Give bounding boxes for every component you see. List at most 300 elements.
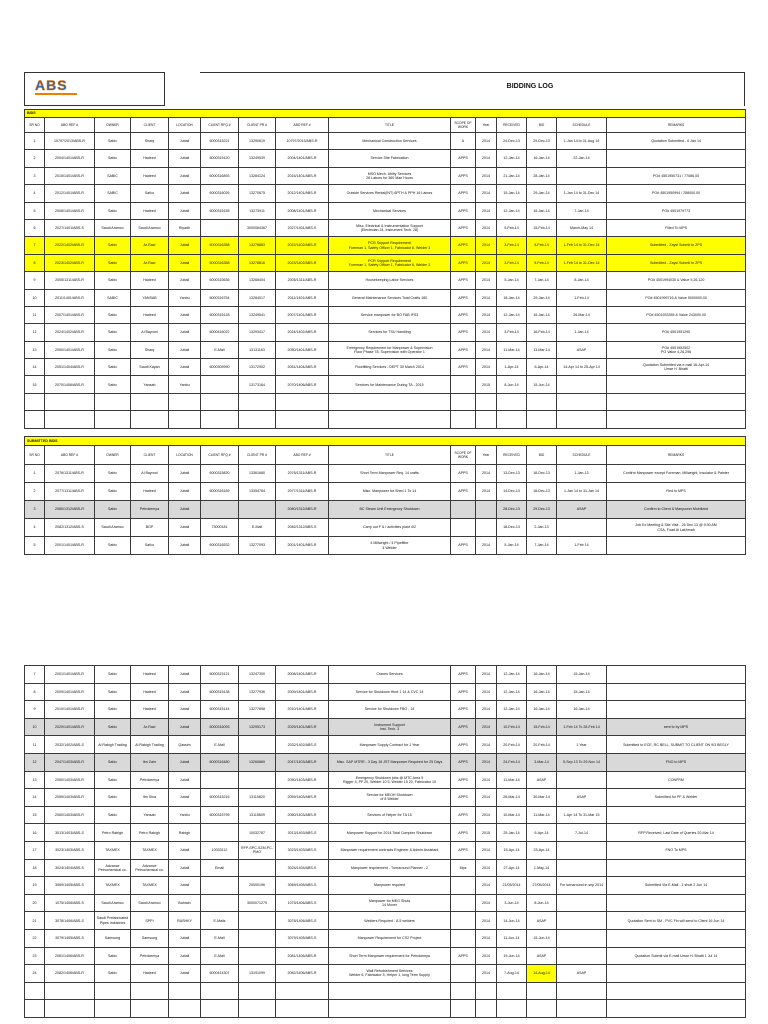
cell-client-rfq: 6000315128 <box>201 306 239 323</box>
section-band <box>25 110 746 118</box>
cell-abo-ref-2: 2023/1402/ABS-R <box>276 254 329 271</box>
cell-client-pr: 13270675 <box>239 185 276 202</box>
cell-year: 2014 <box>476 465 497 483</box>
cell-year: 2014 <box>476 771 497 789</box>
cell-client-rfq: 6000316358 <box>201 237 239 254</box>
cell-title: Service Site Fabrication <box>329 150 451 167</box>
cell-client: Hadeed <box>131 483 169 501</box>
cell-remarks <box>607 965 746 983</box>
cell-schedule <box>557 947 607 965</box>
cell-remarks: Filled To MPS <box>607 219 746 236</box>
cell-title: Manpower Support for 2014 Total Complex Shutdown <box>329 824 451 842</box>
cell-bid <box>527 1000 557 1018</box>
cell-owner: Sabic <box>95 771 131 789</box>
cell-abo-ref <box>45 411 95 428</box>
cell-title: PCR Support Requirement Foreman 1, Safety Officer 1, Fabricator 6, Welder 3 <box>329 254 451 271</box>
cell-received: 24-Dec-13 <box>497 133 527 150</box>
cell-title: Manpower required <box>329 877 451 895</box>
cell-scope-of-work: APPS <box>451 483 476 501</box>
cell-owner: Sabic <box>95 133 131 150</box>
cell-abo-ref: 2082/1312/ABS-S <box>45 519 95 537</box>
cell-abo-ref-2: 3079/1405/ABS-S <box>276 929 329 947</box>
cell-client-pr: 13260869 <box>239 753 276 771</box>
cell-scope-of-work <box>451 1000 476 1018</box>
cell-remarks: Confirm Manpower except Foreman, Millwright, Insulator & Painter <box>607 465 746 483</box>
cell-owner: Sabic <box>95 965 131 983</box>
cell-abo-ref-2: 2007/1401/ABS-R <box>276 306 329 323</box>
cell-schedule: 1-Jan-13 <box>557 465 607 483</box>
cell-year: 2014 <box>476 202 497 219</box>
cell-owner: Sabic <box>95 701 131 719</box>
cell-client-pr: 13361680 <box>239 465 276 483</box>
cell-remarks: PO# 4501979773 <box>607 202 746 219</box>
cell-sr-no <box>25 393 45 410</box>
cell-sr-no: 14 <box>25 789 45 807</box>
cell-client-rfq: E-Mail <box>201 736 239 754</box>
cell-received: 28-Dec-13 <box>497 501 527 519</box>
cell-owner: Sabic <box>95 306 131 323</box>
cell-title <box>329 411 451 428</box>
cell-title: Service for Shutdown FBO - 14 <box>329 701 451 719</box>
cell-scope-of-work: APPS <box>451 341 476 358</box>
cell-remarks: CONFRM <box>607 771 746 789</box>
header-owner: OWNER <box>95 446 131 465</box>
cell-schedule <box>557 411 607 428</box>
cell-client: Petrokemya <box>131 771 169 789</box>
cell-client-rfq: E-Mails <box>201 912 239 930</box>
cell-schedule: ASAP <box>557 965 607 983</box>
cell-scope-of-work: Mps <box>451 859 476 877</box>
cell-location: Jubail <box>169 237 201 254</box>
cell-bid: ASAP <box>527 947 557 965</box>
cell-client: Hadeed <box>131 683 169 701</box>
cell-client: Al Bayroni <box>131 465 169 483</box>
cell-owner: Sabic <box>95 465 131 483</box>
cell-abo-ref-2: 2022/1402/ABS-R <box>276 237 329 254</box>
cell-schedule <box>557 841 607 859</box>
title-box <box>200 72 745 106</box>
cell-year: 2015 <box>476 376 497 393</box>
cell-title: Mechanical Construction Services <box>329 133 451 150</box>
cell-abo-ref-2: 2077/1311/ABS-R <box>276 483 329 501</box>
cell-scope-of-work: APPS <box>451 683 476 701</box>
cell-bid: 2-Jan-13 <box>527 519 557 537</box>
cell-client: Samsung <box>131 929 169 947</box>
cell-client-pr: RFP-SPC-SZM-PC-PMO <box>239 841 276 859</box>
cell-abo-ref-2: 10797/2013/ABS-R <box>276 133 329 150</box>
cell-abo-ref: 2027/1401/ABS-S <box>45 219 95 236</box>
cell-abo-ref: 2070/1406/ABS-R <box>45 376 95 393</box>
cell-client-pr: 13131163 <box>239 341 276 358</box>
cell-title: Short Term Manpower Req. 14 crafts <box>329 465 451 483</box>
table-row <box>25 753 746 771</box>
cell-client-rfq <box>201 411 239 428</box>
cell-client-pr <box>239 947 276 965</box>
cell-scope-of-work: APPS <box>451 789 476 807</box>
cell-location: Jubail <box>169 465 201 483</box>
cell-title: Welders Required - 8-5 welders <box>329 912 451 930</box>
cell-client: Hadeed <box>131 150 169 167</box>
header-client-pr: CLIENT PR # <box>239 446 276 465</box>
header-schedule: SCHEDULE <box>557 446 607 465</box>
cell-year: 2014 <box>476 718 497 736</box>
cell-owner: Sabic <box>95 753 131 771</box>
cell-scope-of-work: APPS <box>451 841 476 859</box>
cell-bid: 29-Dec-13 <box>527 501 557 519</box>
cell-client-rfq <box>201 771 239 789</box>
cell-schedule <box>557 167 607 184</box>
cell-client-pr: 13115820 <box>239 789 276 807</box>
cell-bid: 29-Dec-13 <box>527 133 557 150</box>
cell-client: TAXMEX <box>131 841 169 859</box>
cell-year: 2014 <box>476 947 497 965</box>
cell-location: Jubail <box>169 272 201 289</box>
cell-location: Riyadh <box>169 219 201 236</box>
cell-client-pr: 10032787 <box>239 824 276 842</box>
table-row <box>25 254 746 271</box>
cell-owner: Sabic <box>95 254 131 271</box>
cell-sr-no: 11 <box>25 306 45 323</box>
cell-remarks: PO# 4501950731 / 77086.00 <box>607 167 746 184</box>
cell-client-pr: 13115609 <box>239 806 276 824</box>
cell-scope-of-work: APPS <box>451 254 476 271</box>
cell-scope-of-work <box>451 877 476 895</box>
cell-abo-ref: 3079/1405/ABS-S <box>45 929 95 947</box>
cell-abo-ref: 2001/1401/ABS-R <box>45 537 95 555</box>
cell-remarks: Submitted - Zaysi Submit to ZPS <box>607 237 746 254</box>
cell-location: Jubail <box>169 202 201 219</box>
cell-bid: 9-Feb-14 <box>527 254 557 271</box>
cell-client: TAXMEX <box>131 877 169 895</box>
cell-received: 5-Jan-14 <box>497 272 527 289</box>
cell-client: SPPI <box>131 912 169 930</box>
cell-abo-ref-2: 3078/1406/ABS-S <box>276 912 329 930</box>
cell-client: YANSAB <box>131 289 169 306</box>
cell-year <box>476 411 497 428</box>
cell-remarks <box>607 683 746 701</box>
cell-schedule: 22-Jan-14 <box>557 150 607 167</box>
cell-sr-no: 10 <box>25 289 45 306</box>
cell-schedule: 15-Jan-14 <box>557 666 607 684</box>
cell-location: Bahrain <box>169 894 201 912</box>
cell-client-rfq: 10033112 <box>201 841 239 859</box>
cell-received: 3-Feb-14 <box>497 324 527 341</box>
column-header-row <box>25 118 746 133</box>
cell-sr-no: 9 <box>25 272 45 289</box>
cell-scope-of-work: APPS <box>451 465 476 483</box>
cell-title <box>329 393 451 410</box>
cell-bid: 16-Jan-14 <box>527 202 557 219</box>
cell-received: 10-Feb-14 <box>497 718 527 736</box>
cell-sr-no: 12 <box>25 753 45 771</box>
cell-client-rfq: 6000315120 <box>201 150 239 167</box>
cell-client: Petrokemya <box>131 501 169 519</box>
cell-bid <box>527 411 557 428</box>
cell-scope-of-work: APPS <box>451 237 476 254</box>
cell-remarks <box>607 806 746 824</box>
cell-schedule: 1-Jan 14 to 31-Aug 14 <box>557 133 607 150</box>
cell-received: 7-Aug-14 <box>497 965 527 983</box>
cell-abo-ref: 2032/1402/ABS-S <box>45 736 95 754</box>
cell-schedule: For turnaround in sep 2014 <box>557 877 607 895</box>
cell-owner: Sabic <box>95 376 131 393</box>
cell-received: 3-Jun-14 <box>497 894 527 912</box>
cell-scope-of-work: APPS <box>451 806 476 824</box>
cell-abo-ref: 2050/1403/ABS-R <box>45 771 95 789</box>
cell-client-rfq <box>201 219 239 236</box>
cell-bid: 15-Jun-14 <box>527 929 557 947</box>
cell-abo-ref-2: 3024/1404/ABS-S <box>276 859 329 877</box>
cell-client-rfq: 6000316093 <box>201 718 239 736</box>
cell-location: Jubail <box>169 306 201 323</box>
cell-title: Service for MEOH Shutdown of 8 Welder <box>329 789 451 807</box>
cell-remarks: sent to by MPS <box>607 718 746 736</box>
cell-bid: 14-Aug-14 <box>527 965 557 983</box>
cell-bid: 8-Jun-14 <box>527 894 557 912</box>
cell-schedule <box>557 771 607 789</box>
cell-abo-ref: 2081/1406/ABS-R <box>45 947 95 965</box>
cell-location: Jubail <box>169 150 201 167</box>
cell-received: 1-Apr-14 <box>497 359 527 376</box>
cell-abo-ref: 2047/1403/ABS-R <box>45 753 95 771</box>
cell-remarks <box>607 701 746 719</box>
cell-abo-ref-2: 2047/1403/ABS-R <box>276 753 329 771</box>
cell-remarks: Confirm to Client & Manpower Mobilized <box>607 501 746 519</box>
cell-received: 11-Mar-14 <box>497 341 527 358</box>
cell-sr-no: 5 <box>25 537 45 555</box>
cell-abo-ref-2: 2024/1402/ABS-R <box>276 324 329 341</box>
header-client-pr: CLIENT PR # <box>239 118 276 133</box>
cell-client: Hadeed <box>131 666 169 684</box>
cell-title: Service for Shutdown Hbot 1 14 & CVC 14 <box>329 683 451 701</box>
cell-client: Saudi Kayan <box>131 359 169 376</box>
cell-schedule: ASAP <box>557 341 607 358</box>
cell-client-pr: 13273911 <box>239 202 276 219</box>
cell-abo-ref: 2012/1401/ABS-R <box>45 185 95 202</box>
cell-client: Ar-Razi <box>131 254 169 271</box>
cell-received: 25-Jan-14 <box>497 824 527 842</box>
cell-bid: 11-Mar-14 <box>527 806 557 824</box>
table-row <box>25 465 746 483</box>
cell-abo-ref-2 <box>276 982 329 1000</box>
cell-abo-ref: 2022/1402/ABS-R <box>45 237 95 254</box>
cell-client-rfq: 73000181 <box>201 519 239 537</box>
cell-client: Sharq <box>131 341 169 358</box>
cell-year: 2014 <box>476 736 497 754</box>
cell-sr-no: 16 <box>25 824 45 842</box>
cell-remarks: RFP Received, Last Date of Queries 20-Mar 14 <box>607 824 746 842</box>
cell-client-pr <box>239 929 276 947</box>
cell-year: 2014 <box>476 666 497 684</box>
cell-scope-of-work: APPS <box>451 289 476 306</box>
cell-abo-ref-2: 2050/1403/ABS-R <box>276 771 329 789</box>
cell-year: 2014 <box>476 683 497 701</box>
cell-client <box>131 1000 169 1018</box>
table-row <box>25 806 746 824</box>
cell-scope-of-work <box>451 982 476 1000</box>
header-location: LOCATION <box>169 446 201 465</box>
cell-abo-ref-2: 2032/1402/ABS-S <box>276 736 329 754</box>
cell-title: BC Steam Unit Emergency Shutdown <box>329 501 451 519</box>
table-row <box>25 537 746 555</box>
cell-location: Jubail <box>169 359 201 376</box>
cell-abo-ref: 3024/1404/ABS-S <box>45 859 95 877</box>
cell-location: Jubail <box>169 789 201 807</box>
table-row <box>25 185 746 202</box>
cell-location: Jubail <box>169 167 201 184</box>
cell-sr-no: 8 <box>25 683 45 701</box>
cell-client-rfq: Email <box>201 859 239 877</box>
cell-sr-no: 20 <box>25 894 45 912</box>
cell-abo-ref: 3023/1403/ABS-S <box>45 841 95 859</box>
cell-abo-ref: 3013/1403/ABS-S <box>45 824 95 842</box>
cell-client-rfq: 6000316358 <box>201 254 239 271</box>
cell-bid: 6-Apr-14 <box>527 359 557 376</box>
cell-received: 9-Feb-14 <box>497 219 527 236</box>
cell-scope-of-work: APPS <box>451 947 476 965</box>
cell-bid: 16-Jan-14 <box>527 701 557 719</box>
cell-title: Housekeeping Labor Services <box>329 272 451 289</box>
cell-owner: Sabic <box>95 537 131 555</box>
cell-schedule <box>557 912 607 930</box>
cell-owner: Sabic <box>95 359 131 376</box>
cell-abo-ref: 2060/1403/ABS-R <box>45 806 95 824</box>
cell-schedule: ASAP <box>557 501 607 519</box>
cell-client: Saudi Aramco <box>131 894 169 912</box>
cell-client-pr: 13277936 <box>239 683 276 701</box>
column-header-row <box>25 446 746 465</box>
cell-received: 18-Dec-13 <box>497 519 527 537</box>
cell-client-pr: 13354784 <box>239 483 276 501</box>
cell-abo-ref: 2024/1402/ABS-R <box>45 324 95 341</box>
cell-schedule <box>557 859 607 877</box>
cell-location: Jubail <box>169 877 201 895</box>
cell-schedule: ASAP <box>557 789 607 807</box>
cell-remarks: Submitted Via E-Mail - 1 shutt 2 Jun 14 <box>607 877 746 895</box>
cell-scope-of-work: A <box>451 133 476 150</box>
cell-client-pr <box>239 859 276 877</box>
cell-owner: Saudi Aramco <box>95 519 131 537</box>
cell-client: Ar-Razi <box>131 237 169 254</box>
header-remarks: REMARKS <box>607 118 746 133</box>
cell-client: Yansab <box>131 806 169 824</box>
table-row <box>25 894 746 912</box>
cell-year: 2014 <box>476 289 497 306</box>
cell-remarks: PO# 4501933355 & Value 243000.00 <box>607 306 746 323</box>
cell-location: Rabigh <box>169 824 201 842</box>
cell-title: Carry out F & I activities plant 4/2 <box>329 519 451 537</box>
cell-abo-ref-2: 3013/1403/ABS-S <box>276 824 329 842</box>
cell-received: 14-Jun-14 <box>497 912 527 930</box>
cell-schedule: 1-Feb 14 to 31-Dec 14 <box>557 254 607 271</box>
cell-abo-ref: 2007/1401/ABS-R <box>45 306 95 323</box>
cell-location: Jubail <box>169 718 201 736</box>
cell-received: 11-Jun-14 <box>497 929 527 947</box>
cell-received: 12-Jan-14 <box>497 150 527 167</box>
cell-sr-no: 3 <box>25 167 45 184</box>
cell-client-rfq: 6000315636 <box>201 272 239 289</box>
cell-sr-no: 7 <box>25 666 45 684</box>
table-row <box>25 824 746 842</box>
cell-year: 2014 <box>476 133 497 150</box>
cell-title: Instrument Support Inst. Tech. 3 <box>329 718 451 736</box>
cell-title: Manpower for MEG Shuts 14 Mover <box>329 894 451 912</box>
cell-scope-of-work: APPS <box>451 718 476 736</box>
cell-year: 2014 <box>476 272 497 289</box>
cell-client-pr: 3000071279 <box>239 894 276 912</box>
cell-client-pr <box>239 393 276 410</box>
table-row <box>25 859 746 877</box>
cell-title: Services for TSU Handling <box>329 324 451 341</box>
cell-client-pr: 13284124 <box>239 167 276 184</box>
cell-client: Hadeed <box>131 965 169 983</box>
cell-client-rfq: 6000316532 <box>201 537 239 555</box>
cell-owner: Samsung <box>95 929 131 947</box>
cell-title: Outside Services Rental(INT) 6PTH & PPH 16 Labors <box>329 185 451 202</box>
header-abo-ref-2: ABO REF # <box>276 118 329 133</box>
table-row <box>25 272 746 289</box>
cell-client: Advance Petrochemical co. <box>131 859 169 877</box>
cell-client: Hadeed <box>131 167 169 184</box>
cell-client-pr: 13284017 <box>239 289 276 306</box>
cell-bid: 7-Jan-14 <box>527 537 557 555</box>
cell-abo-ref-2 <box>276 1000 329 1018</box>
cell-client: Al Rabigh Trading <box>131 736 169 754</box>
table-row <box>25 341 746 358</box>
cell-title: Services for Maintenance During TA - 2015 <box>329 376 451 393</box>
cell-abo-ref-2: 2059/1403/ABS-R <box>276 789 329 807</box>
cell-remarks <box>607 411 746 428</box>
cell-title <box>329 982 451 1000</box>
table-row <box>25 306 746 323</box>
cell-owner: Sabic <box>95 683 131 701</box>
cell-received <box>497 393 527 410</box>
header-client-rfq: CLIENT RFQ # <box>201 118 239 133</box>
cell-owner: Saudi Aramco <box>95 219 131 236</box>
cell-owner: SABIC <box>95 167 131 184</box>
cell-client-pr: 13290619 <box>239 133 276 150</box>
cell-abo-ref: 2009/1401/ABS-R <box>45 683 95 701</box>
cell-bid: ASAP <box>527 771 557 789</box>
cell-schedule <box>557 929 607 947</box>
cell-abo-ref: 2011/1401/ABS-R <box>45 289 95 306</box>
cell-owner: Sabic <box>95 666 131 684</box>
cell-abo-ref-2: 2080/1312/ABS-R <box>276 501 329 519</box>
cell-location <box>169 411 201 428</box>
cell-bid: 15-Jun-14 <box>527 376 557 393</box>
cell-bid: 15-Feb-14 <box>527 718 557 736</box>
cell-title: MSO Mech. Utility Services 28 Labors for 360 Man Hours <box>329 167 451 184</box>
cell-location: Jubail <box>169 501 201 519</box>
cell-owner: SABIC <box>95 289 131 306</box>
cell-client-rfq: 6000316893 <box>201 167 239 184</box>
cell-client-rfq: 6000414307 <box>201 965 239 983</box>
table-row <box>25 167 746 184</box>
cell-abo-ref-2: 2015/1401/ABS-R <box>276 167 329 184</box>
header-bid: BID <box>527 118 557 133</box>
cell-scope-of-work: APPS <box>451 666 476 684</box>
cell-location <box>169 393 201 410</box>
cell-client: Ibn Zahr <box>131 753 169 771</box>
cell-remarks: PO# 4501951290 <box>607 324 746 341</box>
cell-schedule: 7-Jul-14 <box>557 824 607 842</box>
cell-abo-ref: 2023/1402/ABS-R <box>45 254 95 271</box>
cell-received: 12-Jan-14 <box>497 306 527 323</box>
cell-remarks: FNO to MPS <box>607 753 746 771</box>
cell-sr-no: 6 <box>25 219 45 236</box>
cell-abo-ref: 2001/1401/ABS-R <box>45 666 95 684</box>
cell-bid: 16-Jan-14 <box>527 306 557 323</box>
